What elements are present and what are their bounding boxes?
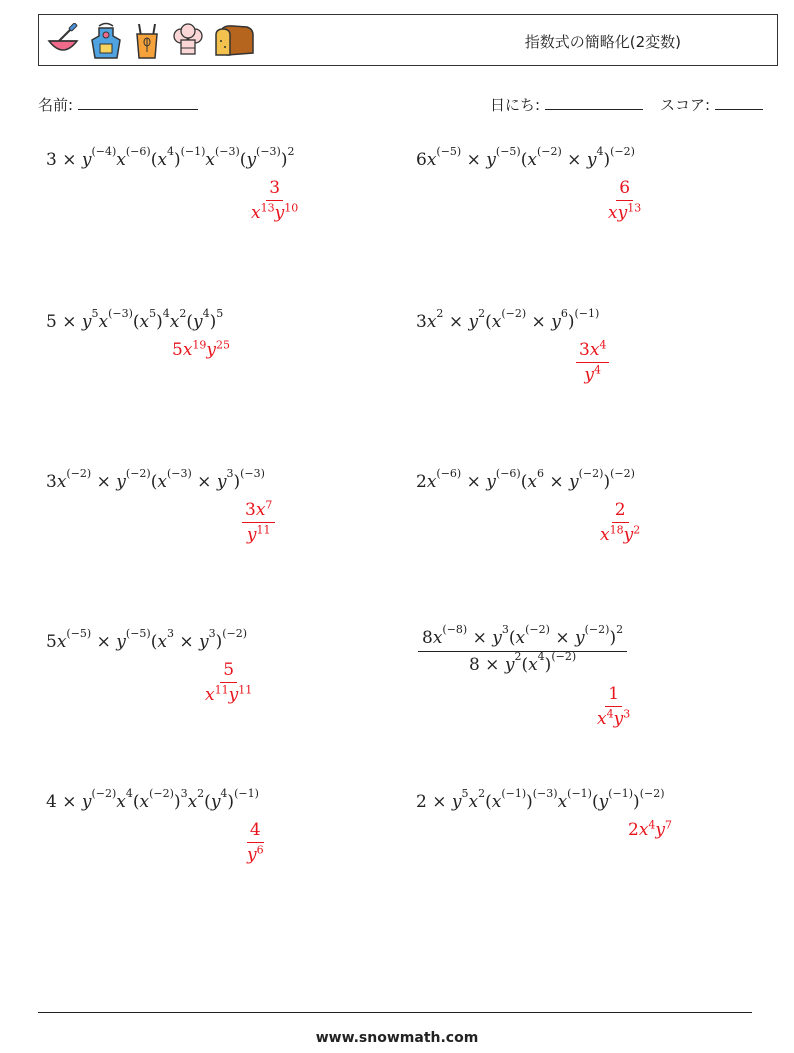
- answer-6: $\frac{2}{x^{18}y^2}$: [600, 500, 641, 545]
- footer-divider: [38, 1012, 752, 1013]
- header-icons: [45, 21, 255, 61]
- answer-10: $2x^4y^7$: [628, 818, 673, 840]
- answer-8: $\frac{1}{x^4y^3}$: [597, 684, 631, 729]
- date-label: 日にち:: [490, 96, 541, 114]
- worksheet-title: 指数式の簡略化(2変数): [524, 33, 681, 51]
- score-field: [660, 94, 763, 115]
- answer-4: $\frac{3x^4}{y^4}$: [576, 340, 609, 385]
- score-line[interactable]: [715, 95, 763, 110]
- answer-5: $\frac{3x^7}{y^{11}}$: [242, 500, 275, 545]
- name-label: 名前:: [38, 96, 74, 114]
- answer-1: $\frac{3}{x^{13}y^{10}}$: [251, 178, 299, 223]
- problem-2: $6x^{(-5)} \times y^{(-5)}(x^{(-2)} \times y^4)^{(-2)}$: [416, 145, 635, 170]
- chef-hat-icon: [171, 22, 205, 60]
- problem-6: $2x^{(-6)} \times y^{(-6)}(x^6 \times y^{(-2)})^{(-2)}$: [416, 467, 635, 492]
- footer-url[interactable]: www.snowmath.com: [315, 1030, 479, 1046]
- apron-icon: [89, 22, 123, 60]
- name-line[interactable]: [78, 95, 198, 110]
- name-field: [38, 94, 198, 115]
- answer-2: $\frac{6}{xy^{13}}$: [608, 178, 642, 223]
- problem-8: $\frac{8x^{(-8)} \times y^3(x^{(-2)} \times y^{(-2)})^2}{8 \times y^2(x^4)^{(-2)}}$: [418, 628, 627, 675]
- problem-7: $5x^{(-5)} \times y^{(-5)}(x^3 \times y^3)^{(-2)}$: [46, 627, 248, 652]
- answer-9: $\frac{4}{y^6}$: [247, 820, 264, 865]
- problem-5: $3x^{(-2)} \times y^{(-2)}(x^{(-3)} \times y^3)^{(-3)}$: [46, 467, 265, 492]
- worksheet-header: [38, 14, 778, 66]
- date-line[interactable]: [545, 95, 643, 110]
- mixing-bowl-icon: [45, 23, 81, 59]
- answer-7: $\frac{5}{x^{11}y^{11}}$: [205, 660, 253, 705]
- problem-1: $3 \times y^{(-4)}x^{(-6)}(x^4)^{(-1)}x^{(-3)}(y^{(-3)})^2$: [46, 145, 295, 170]
- problem-10: $2 \times y^5x^2(x^{(-1)})^{(-3)}x^{(-1)}(y^{(-1)})^{(-2)}$: [416, 787, 665, 812]
- problem-3: $5 \times y^5x^{(-3)}(x^5)^4x^2(y^4)^5$: [46, 307, 224, 332]
- utensil-holder-icon: [131, 22, 163, 60]
- date-field: [490, 94, 643, 115]
- bread-loaf-icon: [213, 23, 255, 59]
- answer-3: $5x^{19}y^{25}$: [172, 338, 231, 360]
- problem-9: $4 \times y^{(-2)}x^4(x^{(-2)})^3x^2(y^4)^{(-1)}$: [46, 787, 259, 812]
- score-label: スコア:: [660, 96, 711, 114]
- problem-4: $3x^2 \times y^2(x^{(-2)} \times y^6)^{(-1)}$: [416, 307, 600, 332]
